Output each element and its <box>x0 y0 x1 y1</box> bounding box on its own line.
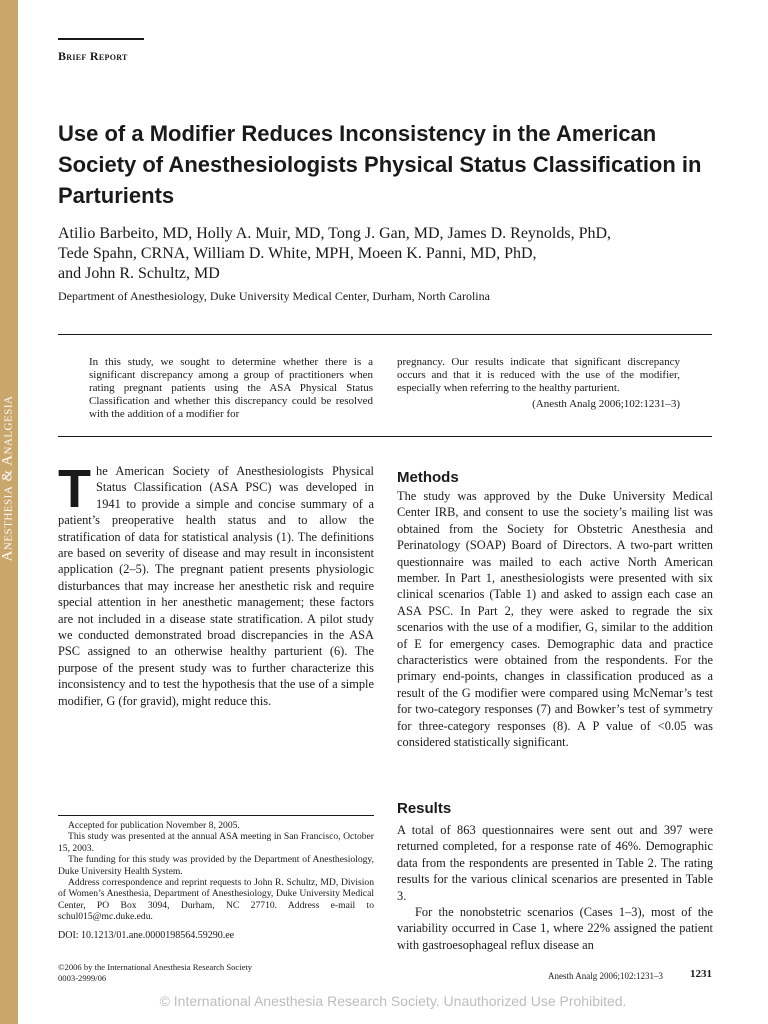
results-paragraph: For the nonobstetric scenarios (Cases 1–3), most of the variability occurred in Case 1, where 22% assigned the patient with gastroesophageal reflux disease an <box>397 905 713 952</box>
footnote: Address correspondence and reprint requests to John R. Schultz, MD, Division of Women’s Anesthesia, Department of Anesthesiology, Duke University Medical Center, PO Box 3094, Durham, NC 27710. Address e-mail to schul015@mc.duke.edu. <box>58 877 374 923</box>
abstract-bottom-rule <box>58 436 712 437</box>
page-number: 1231 <box>690 968 712 980</box>
doi: DOI: 10.1213/01.ane.0000198564.59290.ee <box>58 930 235 941</box>
footnote: This study was presented at the annual ASA meeting in San Francisco, October 15, 2003. <box>58 831 374 854</box>
footnotes <box>58 820 374 923</box>
footnote-rule <box>58 815 374 816</box>
author-line: and John R. Schultz, MD <box>58 265 220 282</box>
results-paragraph: A total of 863 questionnaires were sent out and 397 were returned completed, for a response rate of 46%. Demographic data from the respondents are presented in Table 2. The rating results for the various clinical scenarios are presented in Table 3. <box>397 823 713 903</box>
intro-text: he American Society of Anesthesiologists Physical Status Classification (ASA PSC) was developed in 1941 to provide a simple and concise summary of a patient’s preoperative health status and to allow the stratification of data for statistical analysis (1). The definitions are based on severity of disease and may result in inconsistent application (2–5). The pregnant patient presents physiologic disturbances that may increase her anesthetic risk and require special attention in her anesthetic management; these factors are not included in a disease state stratification. A pilot study we conducted demonstrated broad discrepancies in the ASA PSC assigned to an otherwise healthy parturient (6). The purpose of the present study was to further characterize this inconsistency and to test the hypothesis that the use of a simple modifier, G (for gravid), might reduce this. <box>58 464 374 708</box>
section-label: Brief Report <box>58 49 128 63</box>
footnote: Accepted for publication November 8, 2005. <box>68 820 240 831</box>
copyright-line: ©2006 by the International Anesthesia Research Society <box>58 962 253 972</box>
journal-name-vertical: Anesthesia & Analgesia <box>0 395 16 562</box>
abstract-top-rule <box>58 334 712 335</box>
author-line: Atilio Barbeito, MD, Holly A. Muir, MD, Tong J. Gan, MD, James D. Reynolds, PhD, <box>58 225 612 242</box>
article-title: Use of a Modifier Reduces Inconsistency in the American Society of Anesthesiologists Physical Status Classification in Parturients <box>58 121 702 208</box>
results-heading: Results <box>397 800 452 817</box>
author-line: Tede Spahn, CRNA, William D. White, MPH, Moeen K. Panni, MD, PhD, <box>58 245 537 262</box>
issn-line: 0003-2999/06 <box>58 972 107 983</box>
methods-heading: Methods <box>397 469 459 486</box>
watermark: © International Anesthesia Research Society. Unauthorized Use Prohibited. <box>159 993 627 1009</box>
footer-journal-ref: Anesth Analg 2006;102:1231–3 <box>548 971 663 981</box>
drop-cap: T <box>58 459 91 519</box>
affiliation: Department of Anesthesiology, Duke University Medical Center, Durham, North Carolina <box>58 289 490 303</box>
abstract-citation: (Anesth Analg 2006;102:1231–3) <box>532 398 680 410</box>
abstract-left: In this study, we sought to determine whether there is a significant discrepancy among a group of practitioners when rating pregnant patients using the ASA Physical Status Classification and whether this discrepancy could be resolved with the addition of a modifier for <box>89 356 373 420</box>
author-list <box>58 224 718 284</box>
header-rule <box>58 38 144 40</box>
copyright <box>58 962 252 983</box>
abstract-right-text: pregnancy. Our results indicate that significant discrepancy occurs and that it is reduced with the use of the modifier, especially when referring to the healthy parturient. <box>397 356 680 394</box>
footnote: The funding for this study was provided by the Department of Anesthesiology, Duke University Health System. <box>58 854 374 877</box>
results-column <box>397 822 713 953</box>
abstract-right <box>397 356 680 411</box>
intro-column <box>58 459 374 709</box>
methods-text: The study was approved by the Duke University Medical Center IRB, and consent to use the society’s mailing list was obtained from the Society for Obstetric Anesthesia and Perinatology (SOAP) Board of Directors. A two-part written questionnaire was mailed to each active North American member. In Part 1, anesthesiologists were presented with six clinical scenarios (Table 1) and asked to assign each case an ASA PSC. In Part 2, they were asked to regrade the six scenarios with the use of a modifier, G, similar to the addition of E for emergency cases. Demographic data and practice characteristics were obtained from the respondents. For the primary end-points, changes in classification produced as a result of the G modifier were compared using McNemar’s test for two-category responses (7) and Bowker’s test of symmetry for three-category responses (8). A P value of <0.05 was considered statistically significant. <box>397 489 713 750</box>
